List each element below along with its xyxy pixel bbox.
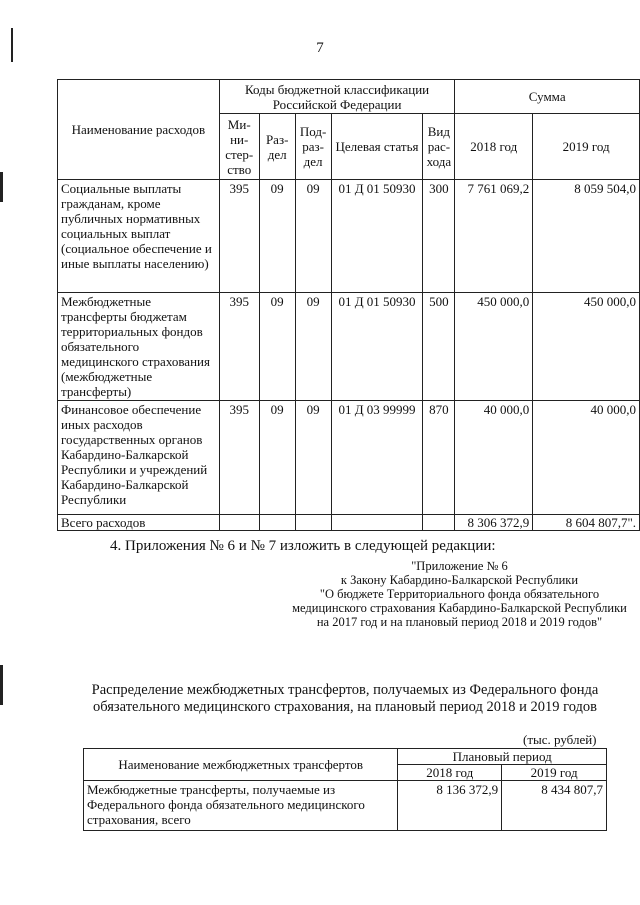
total-sum-2019: 8 604 807,7". <box>533 515 640 531</box>
transfers-table <box>83 748 607 831</box>
row-target-article: 01 Д 01 50930 <box>331 180 423 293</box>
header-expense-type: Вид рас-хода <box>423 114 455 180</box>
row-target-article: 01 Д 01 50930 <box>331 293 423 401</box>
header-year-2018: 2018 год <box>398 765 502 781</box>
header-year-2019: 2019 год <box>502 765 607 781</box>
row-ministry: 395 <box>219 180 259 293</box>
total-sum-2018: 8 306 372,9 <box>455 515 533 531</box>
total-row <box>58 515 640 531</box>
row-target-article: 01 Д 03 99999 <box>331 401 423 515</box>
row-sum-2018: 7 761 069,2 <box>455 180 533 293</box>
row-subsection: 09 <box>295 293 331 401</box>
total-label: Всего расходов <box>58 515 220 531</box>
row-sum-2019: 8 059 504,0 <box>533 180 640 293</box>
row-sum-2019: 8 434 807,7 <box>502 781 607 831</box>
table-row <box>58 180 640 293</box>
row-expense-type: 500 <box>423 293 455 401</box>
row-sum-2018: 8 136 372,9 <box>398 781 502 831</box>
row-section: 09 <box>259 180 295 293</box>
row-expense-type: 870 <box>423 401 455 515</box>
row-subsection: 09 <box>295 180 331 293</box>
header-year-2019: 2019 год <box>533 114 640 180</box>
appendix-header <box>292 559 627 629</box>
scan-mark-middle <box>0 172 3 202</box>
row-expense-name: Межбюджетные трансферты бюджетам территориальных фондов обязательного медицинского страхования (межбюджетные трансферты) <box>58 293 220 401</box>
header-ministry: Ми-ни-стер-ство <box>219 114 259 180</box>
row-subsection: 09 <box>295 401 331 515</box>
row-section: 09 <box>259 401 295 515</box>
row-section: 09 <box>259 293 295 401</box>
header-classification-codes: Коды бюджетной классификации Российской Федерации <box>219 80 455 114</box>
table-row <box>58 401 640 515</box>
units-label: (тыс. рублей) <box>523 732 597 747</box>
row-sum-2019: 40 000,0 <box>533 401 640 515</box>
table-row <box>84 781 607 831</box>
section-heading: 4. Приложения № 6 и № 7 изложить в следующей редакции: <box>110 538 496 554</box>
header-year-2018: 2018 год <box>455 114 533 180</box>
header-subsection: Под-раз-дел <box>295 114 331 180</box>
row-expense-name: Социальные выплаты гражданам, кроме публичных нормативных социальных выплат (социальное обеспечение и иные выплаты населению) <box>58 180 220 293</box>
budget-expenses-table <box>57 79 640 531</box>
row-transfer-name: Межбюджетные трансферты, получаемые из Федерального фонда обязательного медицинского страхования, всего <box>84 781 398 831</box>
row-sum-2018: 450 000,0 <box>455 293 533 401</box>
distribution-title: Распределение межбюджетных трансфертов, получаемых из Федерального фонда обязательного медицинского страхования, на плановый период 2018 и 2019 годов <box>91 682 599 715</box>
scan-mark-bottom <box>0 665 3 705</box>
row-expense-name: Финансовое обеспечение иных расходов государственных органов Кабардино-Балкарской Республики и учреждений Кабардино-Балкарской Республики <box>58 401 220 515</box>
header-expense-name: Наименование расходов <box>58 80 220 180</box>
header-sum: Сумма <box>455 80 640 114</box>
row-expense-type: 300 <box>423 180 455 293</box>
header-target-article: Целевая статья <box>331 114 423 180</box>
header-planned-period: Плановый период <box>398 749 607 765</box>
row-sum-2018: 40 000,0 <box>455 401 533 515</box>
appendix-line-2: к Закону Кабардино-Балкарской Республики <box>340 573 579 587</box>
table-row <box>58 293 640 401</box>
page-number: 7 <box>316 40 324 56</box>
row-ministry: 395 <box>219 401 259 515</box>
header-transfer-name: Наименование межбюджетных трансфертов <box>84 749 398 781</box>
appendix-line-1: "Приложение № 6 <box>411 559 508 573</box>
appendix-line-3: "О бюджете Территориального фонда обязательного медицинского страхования Кабардино-Балкарской Республики на 2017 год и на плановый период 2018 и 2019 годов" <box>292 587 627 629</box>
row-sum-2019: 450 000,0 <box>533 293 640 401</box>
header-section: Раз-дел <box>259 114 295 180</box>
row-ministry: 395 <box>219 293 259 401</box>
